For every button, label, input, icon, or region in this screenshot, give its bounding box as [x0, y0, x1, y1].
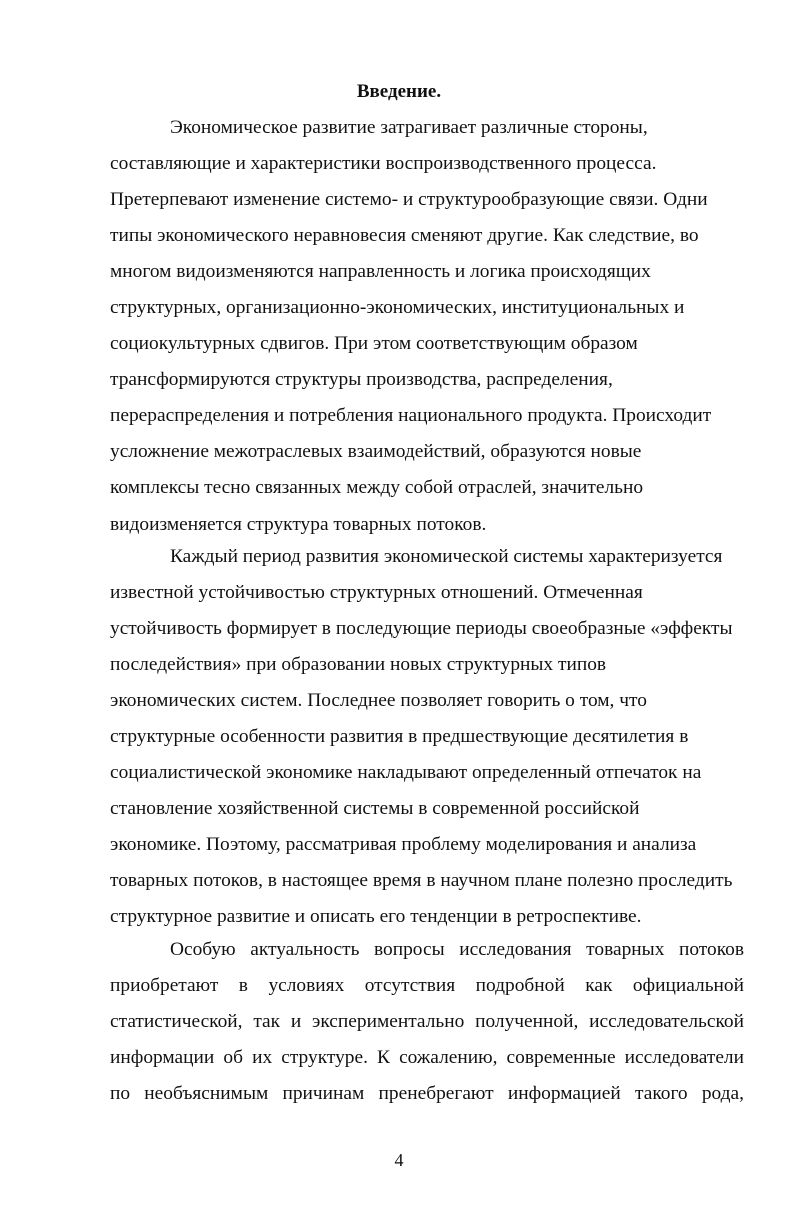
- text-line: усложнение межотраслевых взаимодействий, образуются новые: [110, 441, 642, 463]
- text-line: структурные особенности развития в предшествующие десятилетия в: [110, 726, 689, 748]
- text-line: информации об их структуре. К сожалению, современные исследователи: [110, 1047, 744, 1069]
- text-line: известной устойчивостью структурных отношений. Отмеченная: [110, 582, 643, 604]
- paragraph-1: [110, 110, 744, 543]
- text-line: Особую актуальность вопросы исследования товарных потоков: [170, 939, 744, 960]
- text-line: видоизменяется структура товарных потоков.: [110, 513, 487, 535]
- paragraph-2: [110, 539, 744, 936]
- text-line: приобретают в условиях отсутствия подробной как официальной: [110, 975, 744, 997]
- text-line: перераспределения и потребления национального продукта. Происходит: [110, 405, 712, 427]
- text-line: экономике. Поэтому, рассматривая проблему моделирования и анализа: [110, 834, 697, 856]
- text-line: типы экономического неравновесия сменяют другие. Как следствие, во: [110, 225, 699, 247]
- text-line: устойчивость формирует в последующие периоды своеобразные «эффекты: [110, 618, 733, 640]
- text-line: социалистической экономике накладывают определенный отпечаток на: [110, 762, 702, 784]
- text-line: Каждый период развития экономической системы характеризуется: [170, 546, 723, 567]
- paragraph-3: [110, 932, 744, 1112]
- page-number: 4: [394, 1150, 404, 1170]
- text-line: Претерпевают изменение системо- и структурообразующие связи. Одни: [110, 189, 708, 211]
- text-line: многом видоизменяются направленность и логика происходящих: [110, 261, 651, 283]
- text-line: товарных потоков, в настоящее время в научном плане полезно проследить: [110, 870, 733, 892]
- text-line: социокультурных сдвигов. При этом соответствующим образом: [110, 333, 638, 355]
- text-line: структурное развитие и описать его тенденции в ретроспективе.: [110, 906, 642, 928]
- text-line: становление хозяйственной системы в современной российской: [110, 798, 640, 820]
- text-line: последействия» при образовании новых структурных типов: [110, 654, 607, 676]
- text-line: экономических систем. Последнее позволяет говорить о том, что: [110, 690, 647, 712]
- text-line: по необъяснимым причинам пренебрегают информацией такого рода,: [110, 1083, 744, 1105]
- page-title: Введение.: [356, 81, 442, 102]
- text-line: статистической, так и экспериментально полученной, исследовательской: [110, 1011, 744, 1033]
- text-line: составляющие и характеристики воспроизводственного процесса.: [110, 153, 657, 175]
- text-line: Экономическое развитие затрагивает различные стороны,: [170, 117, 648, 138]
- text-line: трансформируются структуры производства, распределения,: [110, 369, 613, 391]
- text-line: структурных, организационно-экономических, институциональных и: [110, 297, 685, 319]
- text-line: комплексы тесно связанных между собой отраслей, значительно: [110, 477, 644, 499]
